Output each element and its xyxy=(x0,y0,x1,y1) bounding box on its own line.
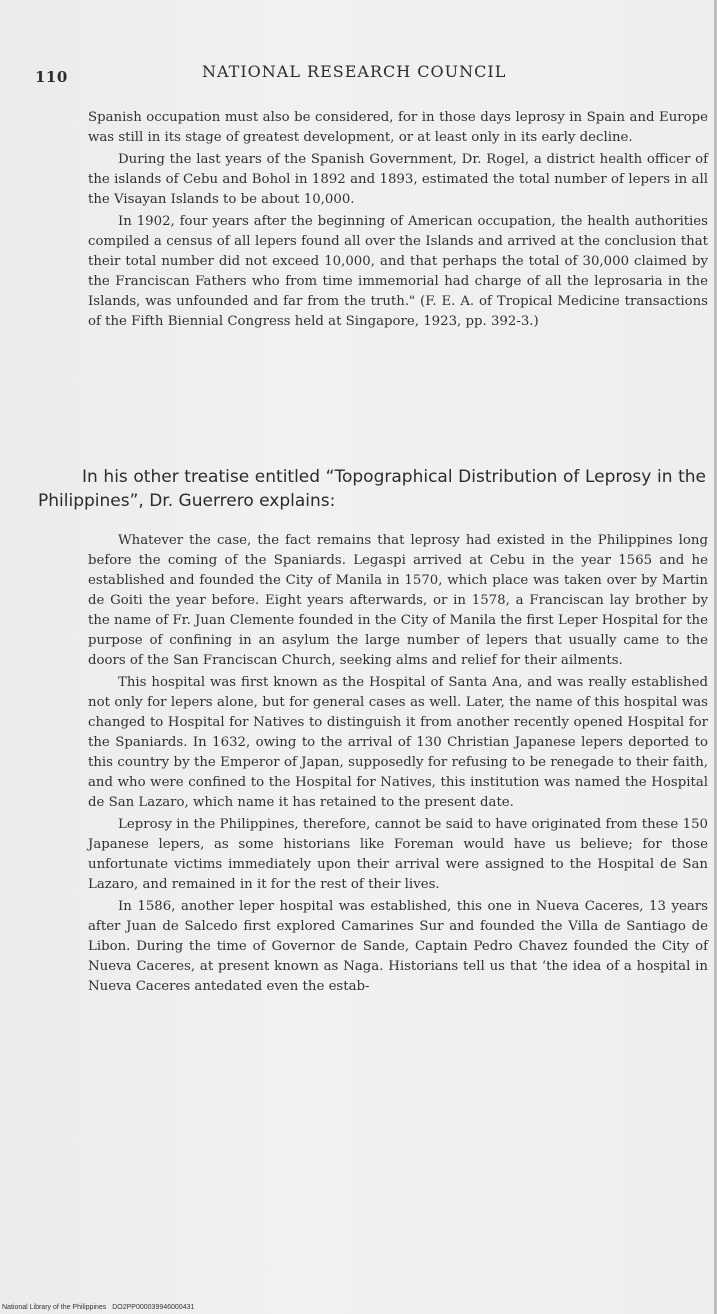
footer-id: DO2PP000039946000431 xyxy=(112,1304,195,1311)
footer-library: National Library of the Philippines xyxy=(2,1304,107,1311)
paragraph: In 1586, another leper hospital was established, this one in Nueva Caceres, 13 years after Juan de Salcedo first explored Camarines Sur and founded the Villa de Santiago de Libon. During the time of Governor de Sande, Captain Pedro Chavez founded the City of Nueva Caceres, at present known as Naga. Historians tell us that ‘the idea of a hospital in Nueva Caceres antedated even the estab- xyxy=(88,899,708,994)
paragraph: Spanish occupation must also be considered, for in those days leprosy in Spain and Europe was still in its stage of greatest development, or at least only in its early decline. xyxy=(88,110,708,145)
paragraph: In 1902, four years after the beginning of American occupation, the health authorities compiled a census of all lepers found all over the Islands and arrived at the conclusion that their total number did not exceed 10,000, and that perhaps the total of 30,000 claimed by the Franciscan Fathers who from time immemorial had charge of all the leprosaria in the Islands, was unfounded and far from the truth." (F. E. A. of Tropical Medicine transactions of the Fifth Biennial Congress held at Singapore, 1923, pp. 392-3.) xyxy=(88,214,708,329)
running-head: NATIONAL RESEARCH COUNCIL xyxy=(202,62,507,81)
narrative-paragraph: In his other treatise entitled “Topographical Distribution of Leprosy in the Philippines”, Dr. Guerrero explains: xyxy=(38,467,706,511)
page-header xyxy=(0,62,717,86)
paragraph: Whatever the case, the fact remains that leprosy had existed in the Philippines long before the coming of the Spaniards. Legaspi arrived at Cebu in the year 1565 and he established and founded the City of Manila in 1570, which place was taken over by Martin de Goiti the year before. Eight years afterwards, or in 1578, a Franciscan lay brother by the name of Fr. Juan Clemente founded in the City of Manila the first Leper Hospital for the purpose of confining in an asylum the large number of lepers that usually came to the doors of the San Franciscan Church, seeking alms and relief for their ailments. xyxy=(88,533,708,668)
quoted-passage-two xyxy=(88,531,708,997)
paragraph: During the last years of the Spanish Government, Dr. Rogel, a district health officer of the islands of Cebu and Bohol in 1892 and 1893, estimated the total number of lepers in all the Visayan Islands to be about 10,000. xyxy=(88,152,708,207)
quoted-passage-one xyxy=(88,108,708,332)
paragraph: This hospital was first known as the Hospital of Santa Ana, and was really established not only for lepers alone, but for general cases as well. Later, the name of this hospital was changed to Hospital for Natives to distinguish it from another recently opened Hospital for the Spaniards. In 1632, owing to the arrival of 130 Christian Japanese lepers deported to this country by the Emperor of Japan, supposedly for refusing to be renegade to their faith, and who were confined to the Hospital for Natives, this institution was named the Hospital de San Lazaro, which name it has retained to the present date. xyxy=(88,675,708,810)
scan-footer xyxy=(2,1304,194,1312)
paragraph: Leprosy in the Philippines, therefore, cannot be said to have originated from these 150 Japanese lepers, as some historians like Foreman would have us believe; for those unfortunate victims immediately upon their arrival were assigned to the Hospital de San Lazaro, and remained in it for the rest of their lives. xyxy=(88,817,708,892)
page-number: 110 xyxy=(35,68,68,86)
